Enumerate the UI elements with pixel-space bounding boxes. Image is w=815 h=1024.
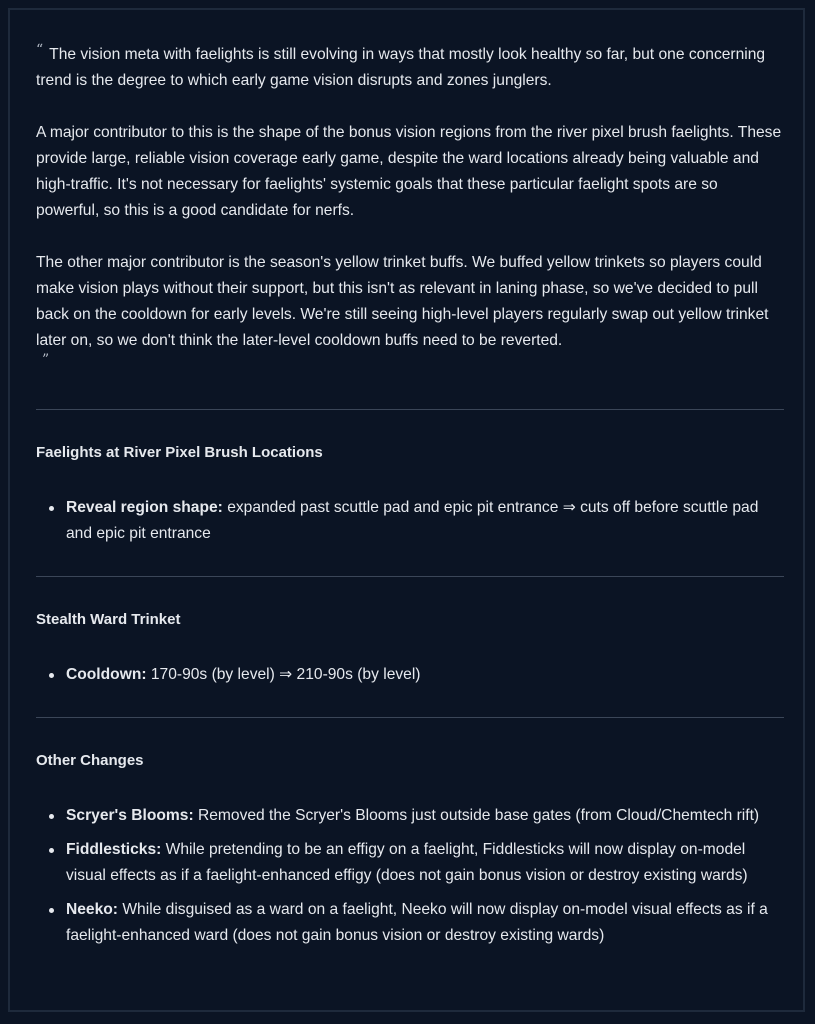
change-list	[36, 803, 784, 949]
change-term: Fiddlesticks:	[66, 841, 162, 858]
divider	[36, 576, 784, 577]
section-faelights	[36, 442, 784, 547]
change-term: Neeko:	[66, 901, 118, 918]
divider	[36, 409, 784, 410]
section-title: Stealth Ward Trinket	[36, 611, 181, 628]
quote-paragraph-3: The other major contributor is the season's yellow trinket buffs. We buffed yellow trinkets so players could make vision plays without their support, but this isn't as relevant in laning phase, so we've decided to pull back on the cooldown for early levels. We're still seeing high-level players regularly swap out yellow trinket later on, so we don't think the later-level cooldown buffs need to be reverted.	[36, 254, 769, 349]
change-text: Removed the Scryer's Blooms just outside base gates (from Cloud/Chemtech rift)	[193, 807, 760, 824]
section-title: Faelights at River Pixel Brush Locations	[36, 444, 323, 461]
section-stealth-ward	[36, 609, 784, 688]
close-quote-mark: ”	[42, 352, 50, 368]
change-list	[36, 662, 784, 688]
change-item	[66, 897, 784, 949]
change-text: expanded past scuttle pad and epic pit entrance ⇒ cuts off before scuttle pad and epic pit entrance	[66, 499, 759, 542]
patch-notes-content	[36, 42, 784, 949]
change-term: Cooldown:	[66, 666, 147, 683]
change-item	[66, 803, 784, 829]
change-term: Reveal region shape:	[66, 499, 223, 516]
quote-paragraph-1	[36, 42, 784, 94]
change-text: While disguised as a ward on a faelight, Neeko will now display on-model visual effects as if a faelight-enhanced ward (does not gain bonus vision or destroy existing wards)	[66, 901, 768, 944]
section-title: Other Changes	[36, 752, 144, 769]
quote-paragraph-2: A major contributor to this is the shape of the bonus vision regions from the river pixel brush faelights. These provide large, reliable vision coverage early game, despite the ward locations already being valuable and high-traffic. It's not necessary for faelights' systemic goals that these particular faelight spots are so powerful, so this is a good candidate for nerfs.	[36, 124, 782, 219]
change-list	[36, 495, 784, 547]
change-term: Scryer's Blooms:	[66, 807, 194, 824]
section-other-changes	[36, 750, 784, 949]
developer-quote	[36, 42, 784, 366]
divider	[36, 717, 784, 718]
open-quote-mark: “	[36, 42, 44, 58]
patch-notes-panel	[8, 8, 805, 1012]
change-item	[66, 495, 784, 547]
change-item	[66, 662, 784, 688]
quote-paragraph-1-text: The vision meta with faelights is still evolving in ways that mostly look healthy so far, but one concerning trend is the degree to which early game vision disrupts and zones junglers.	[36, 46, 766, 89]
change-text: While pretending to be an effigy on a faelight, Fiddlesticks will now display on-model visual effects as if a faelight-enhanced effigy (does not gain bonus vision or destroy existing wards)	[66, 841, 748, 884]
change-item	[66, 837, 784, 889]
change-text: 170-90s (by level) ⇒ 210-90s (by level)	[146, 666, 421, 683]
